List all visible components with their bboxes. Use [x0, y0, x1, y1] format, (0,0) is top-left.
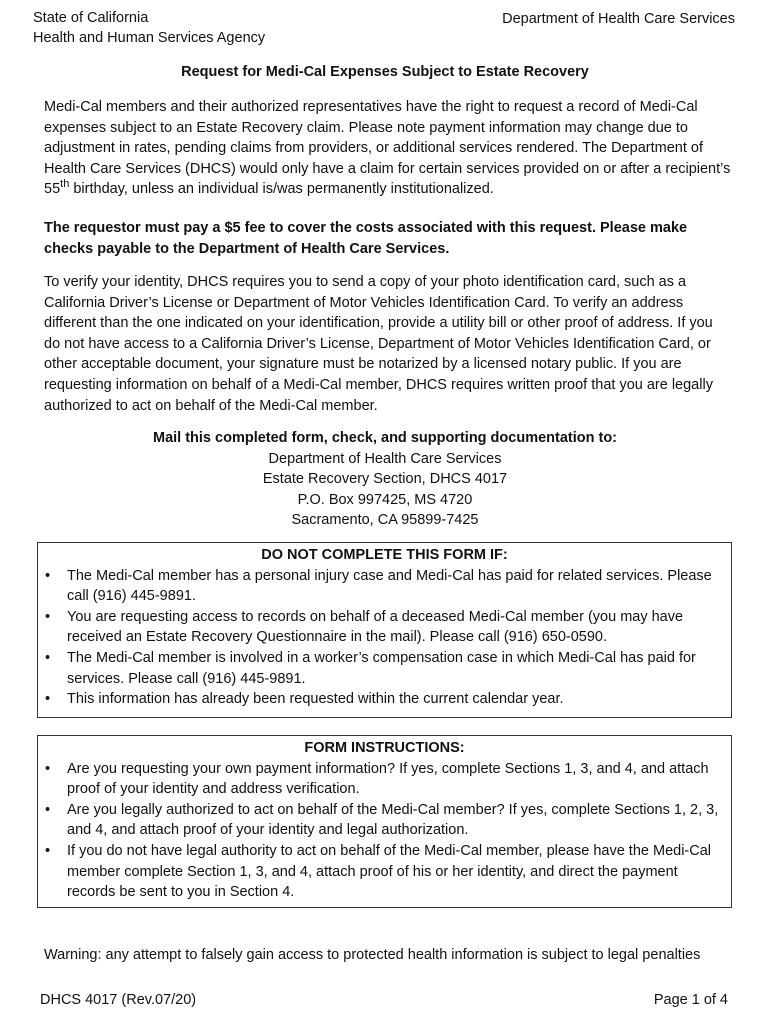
mail-address-line: Department of Health Care Services [268, 450, 502, 467]
mail-address-line: P.O. Box 997425, MS 4720 [297, 491, 473, 508]
intro-paragraph [44, 97, 732, 200]
fee-notice: The requestor must pay a $5 fee to cover the costs associated with this request. Please make checks payable to the Department of Health Care Services. [44, 220, 688, 257]
do-not-complete-title: DO NOT COMPLETE THIS FORM IF: [261, 547, 508, 563]
form-instructions-title: FORM INSTRUCTIONS: [304, 740, 465, 756]
list-item: • If you do not have legal authority to act on behalf of the Medi-Cal member, please have the Medi-Cal member complete Section 1, 3, and 4, attach proof of his or her identity, and direct the payment records be sent to you in Section 4. [38, 841, 731, 903]
intro-text: Medi-Cal members and their authorized representatives have the right to request a record of Medi-Cal expenses subject to an Estate Recovery claim. Please note payment information may change due to adjustment in rates, pending claims from providers, or additional services rendered. The Department of Health Care Services (DHCS) would only have a claim for certain services provided on or after a recipient’s 55 [44, 99, 731, 198]
form-number: DHCS 4017 (Rev.07/20) [40, 992, 197, 1008]
list-item: • Are you legally authorized to act on behalf of the Medi-Cal member? If yes, complete Sections 1, 2, 3, and 4, and attach proof of your identity and legal authorization. [38, 800, 731, 841]
identity-paragraph: To verify your identity, DHCS requires you to send a copy of your photo identification card, such as a California Driver’s License or Department of Motor Vehicles Identification Card. To verify an address different than the one indicated on your identification, provide a utility bill or other proof of address. If you do not have access to a California Driver’s License, Department of Motor Vehicles Identification Card, or other acceptable document, your signature must be notarized by a licensed notary public. If you are requesting information on behalf of a Medi-Cal member, DHCS requires written proof that you are legally authorized to act on behalf of the Medi-Cal member. [44, 274, 713, 414]
state-name: State of California [33, 10, 149, 26]
list-item: • You are requesting access to records on behalf of a deceased Medi-Cal member (you may have received an Estate Recovery Questionnaire in the mail). Please call (916) 650-0590. [38, 607, 731, 648]
list-item: • This information has already been requested within the current calendar year. [38, 689, 731, 710]
intro-superscript: th [60, 178, 70, 191]
intro-text-end: birthday, unless an individual is/was permanently institutionalized. [69, 181, 494, 198]
mailing-block [0, 428, 770, 531]
list-item: • The Medi-Cal member is involved in a worker’s compensation case in which Medi-Cal has paid for services. Please call (916) 445-9891. [38, 648, 731, 689]
mail-heading: Mail this completed form, check, and supporting documentation to: [152, 430, 618, 446]
do-not-complete-list [38, 566, 731, 710]
page-title: Request for Medi-Cal Expenses Subject to Estate Recovery [181, 64, 589, 80]
form-instructions-list [38, 759, 731, 903]
department-name: Department of Health Care Services [502, 11, 735, 27]
form-instructions-box [37, 735, 732, 908]
list-item: • The Medi-Cal member has a personal injury case and Medi-Cal has paid for related services. Please call (916) 445-9891. [38, 566, 731, 607]
mail-address-line: Estate Recovery Section, DHCS 4017 [262, 471, 508, 488]
warning-text: Warning: any attempt to falsely gain access to protected health information is subject to legal penalties [44, 947, 701, 963]
list-item: • Are you requesting your own payment information? If yes, complete Sections 1, 3, and 4, and attach proof of your identity and address verification. [38, 759, 731, 800]
do-not-complete-box [37, 542, 732, 718]
agency-name: Health and Human Services Agency [33, 30, 266, 46]
page-number: Page 1 of 4 [653, 992, 728, 1008]
mail-address-line: Sacramento, CA 95899-7425 [291, 512, 479, 529]
header-left [33, 8, 265, 48]
